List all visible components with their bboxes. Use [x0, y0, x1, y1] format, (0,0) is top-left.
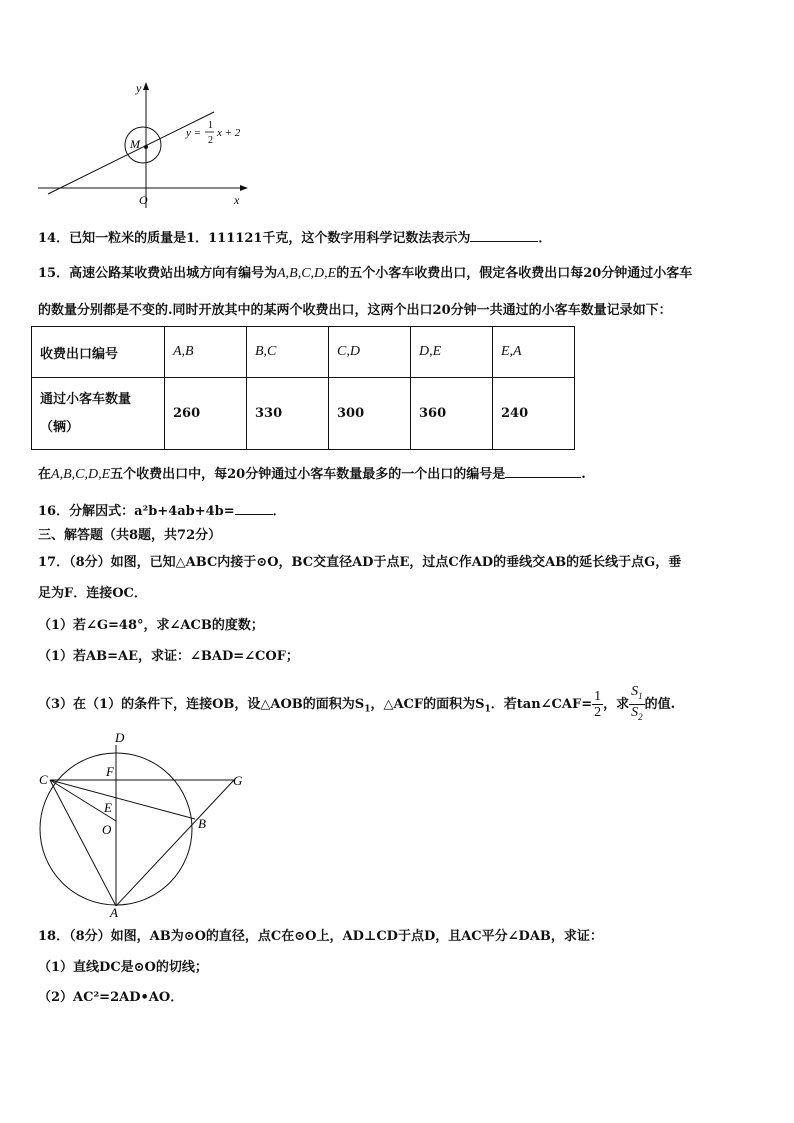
q15-line1-post: 的五个小客车收费出口，假定各收费出口每20分钟通过小客车	[336, 266, 693, 281]
ratio-fraction: $\frac{S_1}{S_2}$	[631, 684, 643, 722]
table-pair: D,E	[411, 327, 493, 378]
label-e: E	[104, 800, 112, 815]
table-count: 300	[329, 378, 411, 450]
line-ca	[50, 780, 116, 906]
label-g: G	[233, 773, 243, 788]
question-14	[38, 229, 551, 248]
question-15-line2	[38, 302, 672, 320]
q16-text: 16．分解因式：a²b+4ab+4b=	[38, 504, 235, 519]
point-m-label: M	[130, 137, 140, 151]
q17-part1: （1）若∠G=48°，求∠ACB的度数；	[38, 618, 264, 633]
q18-line1: 18．（8分）如图，AB为⊙O的直径，点C在⊙O上，AD⊥CD于点D，且AC平分∠DAB，求证：	[38, 929, 603, 944]
table-row	[32, 378, 575, 450]
eq-den: 2	[208, 135, 213, 146]
label-a: A	[110, 905, 118, 920]
q17-part3-mid1: ，△ACF的面积为S	[370, 696, 485, 712]
circle-geometry-figure	[30, 728, 260, 920]
q14-text: 14．已知一粒米的质量是1．111121千克，这个数字用科学记数法表示为	[38, 231, 471, 246]
label-f: F	[106, 764, 114, 779]
q15-ask-tail: .	[581, 467, 586, 482]
eq-right: x + 2	[217, 127, 241, 139]
q18-part2: （2）AC²=2AD•AO．	[38, 990, 184, 1005]
tan-fraction: $\frac{1}{2}$	[594, 688, 602, 720]
q17-line1: 17．（8分）如图，已知△ABC内接于⊙O，BC交直径AD于点E，过点C作AD的垂线交AB的延长线于点G，垂	[38, 555, 682, 570]
q17-line2: 足为F．连接OC．	[38, 586, 147, 601]
table-count: 330	[247, 378, 329, 450]
point-m	[144, 145, 148, 149]
eq-left: y =	[186, 127, 202, 139]
origin-label: O	[139, 193, 148, 207]
q17-part3-mid2: ．若tan∠CAF=	[490, 696, 593, 712]
q17-part3-pre: （3）在（1）的条件下，连接OB，设△AOB的面积为S	[38, 696, 365, 712]
q17-sub1: 1	[364, 704, 371, 715]
q15-ask-post: 五个收费出口中，每20分钟通过小客车数量最多的一个出口的编号是	[110, 467, 506, 482]
fee-table	[31, 326, 575, 450]
section-3-text: 三、解答题（共8题，共72分）	[38, 528, 222, 543]
label-d: D	[115, 730, 125, 745]
x-axis-label: x	[234, 193, 240, 207]
line-cb	[50, 780, 195, 819]
label-c: C	[39, 772, 48, 787]
question-17-part1	[38, 617, 264, 635]
q16-blank[interactable]	[235, 502, 273, 515]
q14-tail: ．	[538, 231, 552, 246]
q16-tail: ．	[272, 504, 286, 519]
table-count: 240	[493, 378, 575, 450]
question-17-line2	[38, 585, 147, 603]
table-count: 360	[411, 378, 493, 450]
function-line	[48, 112, 214, 194]
label-b: B	[198, 816, 206, 831]
question-18-part1	[38, 959, 208, 977]
question-16	[38, 502, 286, 521]
row-label-line2: （辆）	[40, 419, 80, 435]
table-pair: C,D	[329, 327, 411, 378]
q18-part1: （1）直线DC是⊙O的切线；	[38, 960, 208, 975]
table-row	[32, 327, 575, 378]
table-header-label: 收费出口编号	[32, 327, 165, 378]
q17-sub2: 1	[484, 704, 491, 715]
eq-num: 1	[208, 120, 213, 131]
section-3-heading	[38, 527, 221, 545]
table-pair: B,C	[247, 327, 329, 378]
table-count: 260	[165, 378, 247, 450]
y-axis-label: y	[136, 81, 142, 95]
question-17-line1	[38, 554, 681, 572]
line-ag	[116, 780, 234, 906]
y-axis-arrow	[143, 82, 149, 90]
q17-part3-post: 的值.	[644, 696, 676, 712]
table-pair: A,B	[165, 327, 247, 378]
label-o: O	[102, 822, 112, 837]
q15-line1-pre: 15．高速公路某收费站出城方向有编号为	[38, 266, 278, 281]
question-18-line1	[38, 928, 603, 946]
table-pair: E,A	[493, 327, 575, 378]
q15-ask-gates: A,B,C,D,E	[51, 467, 111, 482]
table-row-label	[32, 378, 165, 450]
q15-gates: A,B,C,D,E	[277, 266, 337, 281]
q15-blank[interactable]	[505, 465, 581, 478]
q15-line2: 的数量分别都是不变的.同时开放其中的某两个收费出口，这两个出口20分钟一共通过的小客车数量记录如下：	[38, 303, 672, 318]
question-15-line1	[38, 265, 692, 283]
q17-part3-mid3: ，求	[603, 696, 630, 712]
q15-ask-pre: 在	[38, 467, 52, 482]
question-18-part2	[38, 989, 183, 1007]
question-17-part2	[38, 648, 299, 666]
q17-part2: （1）若AB=AE，求证：∠BAD=∠COF；	[38, 649, 299, 664]
x-axis-arrow	[240, 185, 248, 191]
line-circle-figure	[36, 78, 256, 210]
question-17-part3	[38, 684, 675, 727]
q14-blank[interactable]	[470, 229, 538, 242]
question-15-ask	[38, 465, 586, 484]
row-label-line1: 通过小客车数量	[40, 391, 132, 407]
